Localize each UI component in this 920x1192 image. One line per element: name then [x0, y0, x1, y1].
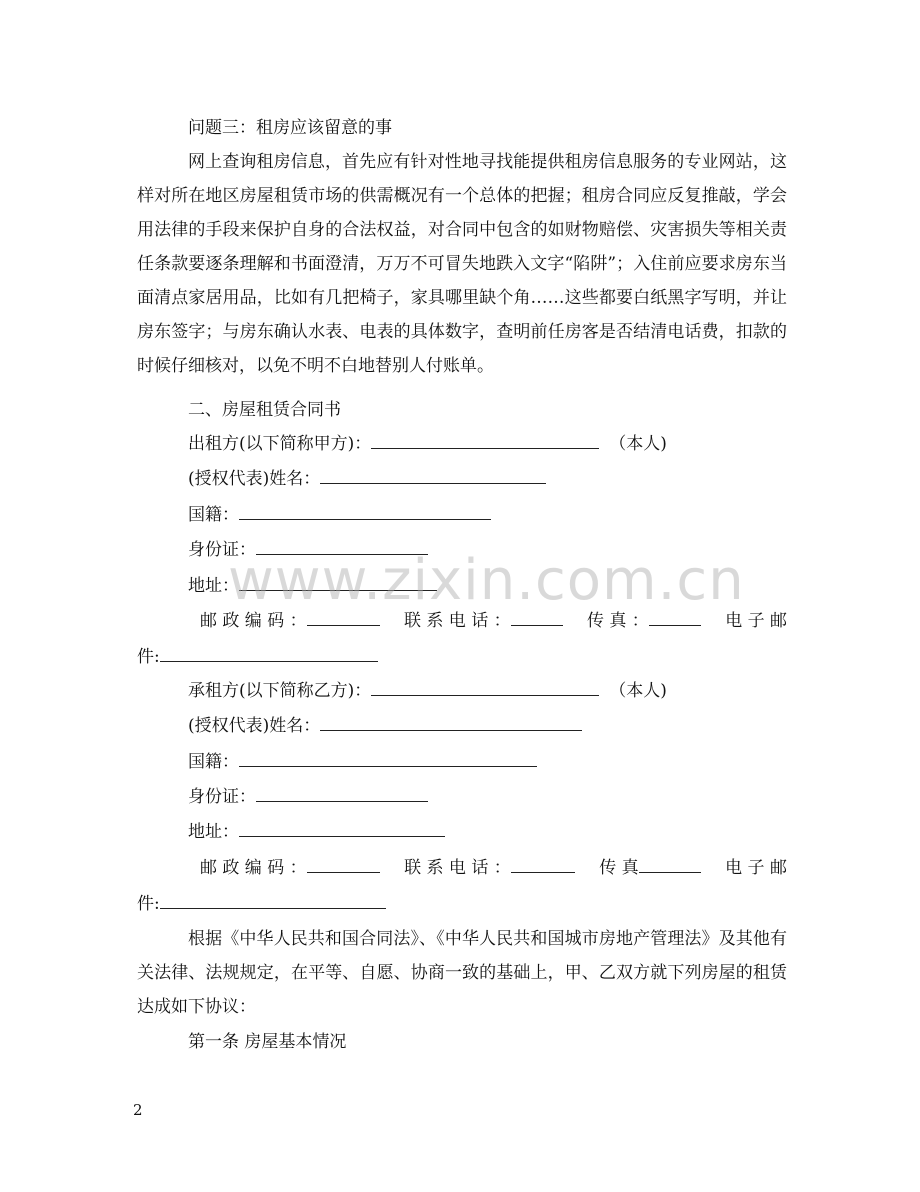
lessor-nationality-label: 国籍：: [188, 505, 239, 525]
lessor-fax-label: 传 真 ：: [587, 611, 649, 631]
lessor-email-row: [137, 646, 378, 668]
lessor-fax-blank[interactable]: [649, 611, 701, 626]
lessor-address-label: 地址：: [188, 576, 239, 596]
lessor-nationality-row: [188, 504, 491, 526]
lessor-self-label: （本人): [609, 434, 667, 454]
lessee-agent-label: (授权代表)姓名：: [188, 716, 321, 736]
lessor-agent-blank[interactable]: [320, 469, 546, 484]
lessee-id-row: [188, 786, 428, 808]
legal-basis-paragraph: 根据《中华人民共和国合同法》、《中华人民共和国城市房地产管理法》及其他有关法律、法规规定，在平等、自愿、协商一致的基础上，甲、乙双方就下列房屋的租赁达成如下协议：: [137, 929, 787, 1017]
lessee-agent-row: [188, 715, 582, 737]
lessee-nationality-row: [188, 751, 537, 773]
lessor-email-label-a: 电 子 邮: [725, 611, 787, 631]
lessee-postcode-label: 邮 政 编 码 ：: [200, 858, 307, 878]
lessor-name-blank[interactable]: [371, 434, 599, 449]
site-watermark: www.zixin.com.cn: [228, 548, 745, 613]
lessee-id-label: 身份证：: [188, 787, 256, 807]
lessee-id-blank[interactable]: [256, 787, 428, 802]
lessor-id-label: 身份证：: [188, 540, 256, 560]
lessor-postcode-label: 邮 政 编 码 ：: [200, 611, 307, 631]
lessee-postcode-blank[interactable]: [307, 858, 380, 873]
lessee-phone-blank[interactable]: [511, 858, 575, 873]
lessee-name-blank[interactable]: [371, 681, 599, 696]
rental-advice-paragraph: 网上查询租房信息，首先应有针对性地寻找能提供租房信息服务的专业网站，这样对所在地区房屋租赁市场的供需概况有一个总体的把握；租房合同应反复推敲，学会用法律的手段来保护自身的合法权益，对合同中包含的如财物赔偿、灾害损失等相关责任条款要逐条理解和书面澄清，万万不可冒失地跌入文字“陷阱”；入住前应要求房东当面清点家居用品，比如有几把椅子，家具哪里缺个角……这些都要白纸黑字写明，并让房东签字；与房东确认水表、电表的具体数字，查明前任房客是否结清电话费，扣款的时候仔细核对，以免不明不白地替别人付账单。: [137, 152, 787, 376]
lessor-agent-row: [188, 468, 546, 490]
lessee-agent-blank[interactable]: [320, 716, 582, 731]
lessor-label: 出租方(以下简称甲方)：: [188, 434, 372, 454]
lessor-phone-blank[interactable]: [511, 611, 563, 626]
lessee-email-blank[interactable]: [160, 894, 386, 909]
lessor-phone-label: 联 系 电 话 ：: [404, 611, 511, 631]
lessor-email-blank[interactable]: [160, 647, 378, 662]
lessee-phone-label: 联 系 电 话 ：: [404, 858, 511, 878]
question-three-heading: 问题三：租房应该留意的事: [188, 118, 392, 138]
lessor-contact-row: [137, 610, 787, 632]
lessee-email-label-b: 件:: [137, 894, 160, 914]
lessee-label: 承租方(以下简称乙方)：: [188, 681, 372, 701]
lessee-fax-blank[interactable]: [639, 858, 701, 873]
lessee-address-row: [188, 821, 445, 843]
lessee-row: [188, 680, 667, 702]
lessee-email-row: [137, 893, 386, 915]
lessee-contact-row: [137, 857, 787, 879]
lessee-fax-label: 传 真: [599, 858, 639, 878]
lessee-nationality-blank[interactable]: [239, 752, 537, 767]
lessee-self-label: （本人): [609, 681, 667, 701]
lessor-nationality-blank[interactable]: [239, 505, 491, 520]
lessee-nationality-label: 国籍：: [188, 752, 239, 772]
contract-section-heading: 二、房屋租赁合同书: [188, 400, 341, 420]
lessor-email-label-b: 件:: [137, 647, 160, 667]
lessor-row: [188, 433, 667, 455]
lessor-agent-label: (授权代表)姓名：: [188, 469, 321, 489]
lessor-postcode-blank[interactable]: [307, 611, 380, 626]
page-number: 2: [133, 1101, 143, 1119]
lessee-address-blank[interactable]: [239, 822, 445, 837]
lessee-email-label-a: 电 子 邮: [725, 858, 787, 878]
lessee-address-label: 地址：: [188, 822, 239, 842]
article-one-heading: 第一条 房屋基本情况: [188, 1032, 347, 1052]
